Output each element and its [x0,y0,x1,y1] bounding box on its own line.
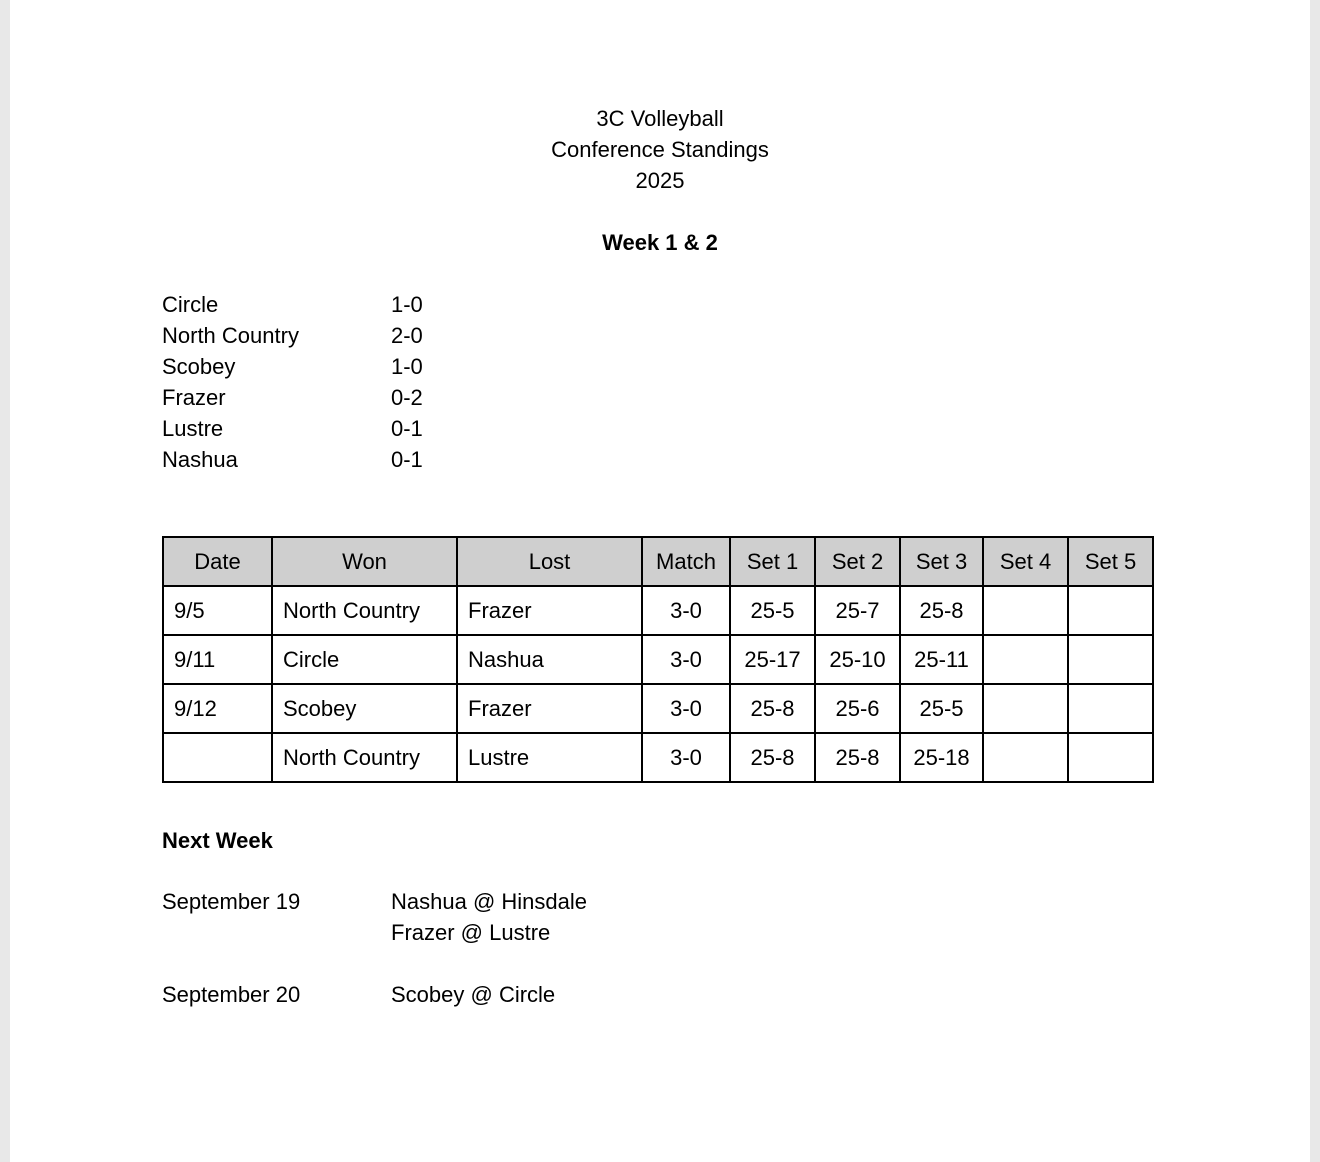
next-week-title: Next Week [162,828,273,853]
schedule-games [391,979,762,1010]
header-set2: Set 2 [815,537,900,586]
standings-list [162,289,462,475]
schedule-date: September 19 [162,889,301,914]
header-set5: Set 5 [1068,537,1153,586]
cell-set2: 25-6 [815,684,900,733]
standing-team: Scobey [162,354,236,379]
cell-won: Scobey [272,684,457,733]
cell-set3: 25-11 [900,635,983,684]
document-header [0,103,1320,196]
cell-won: Circle [272,635,457,684]
week-title: Week 1 & 2 [602,230,718,255]
cell-set2: 25-10 [815,635,900,684]
header-title: 3C Volleyball [596,106,724,131]
schedule-game: Scobey @ Circle [391,982,556,1007]
results-table [162,536,1154,783]
standing-row [162,289,462,320]
schedule-game: Frazer @ Lustre [391,920,551,945]
standing-team: Lustre [162,416,224,441]
schedule-day [162,979,762,1010]
header-set3: Set 3 [900,537,983,586]
cell-lost: Nashua [457,635,642,684]
cell-set4 [983,586,1068,635]
cell-set2: 25-7 [815,586,900,635]
schedule-date: September 20 [162,982,301,1007]
table-row [163,586,1153,635]
results-header-row [163,537,1153,586]
standing-record: 1-0 [391,292,423,317]
standing-record: 0-2 [391,385,423,410]
standing-record: 2-0 [391,323,423,348]
schedule-games [391,886,762,948]
cell-set2: 25-8 [815,733,900,782]
standing-record: 1-0 [391,354,423,379]
standing-team: Frazer [162,385,226,410]
cell-set4 [983,684,1068,733]
cell-date: 9/11 [163,635,272,684]
table-row [163,684,1153,733]
cell-set5 [1068,635,1153,684]
standing-row [162,413,462,444]
standing-team: Circle [162,292,219,317]
cell-set1: 25-17 [730,635,815,684]
cell-won: North Country [272,733,457,782]
table-row [163,635,1153,684]
cell-won: North Country [272,586,457,635]
cell-set3: 25-18 [900,733,983,782]
header-won: Won [272,537,457,586]
cell-date: 9/5 [163,586,272,635]
schedule-game: Nashua @ Hinsdale [391,889,587,914]
cell-set5 [1068,684,1153,733]
cell-lost: Frazer [457,684,642,733]
standing-record: 0-1 [391,416,423,441]
table-row [163,733,1153,782]
standing-record: 0-1 [391,447,423,472]
standing-row [162,444,462,475]
cell-set5 [1068,733,1153,782]
standing-row [162,382,462,413]
cell-set1: 25-5 [730,586,815,635]
cell-date: 9/12 [163,684,272,733]
cell-match: 3-0 [642,684,730,733]
standing-row [162,320,462,351]
schedule-day [162,886,762,948]
cell-lost: Frazer [457,586,642,635]
cell-date [163,733,272,782]
cell-set3: 25-8 [900,586,983,635]
cell-match: 3-0 [642,635,730,684]
header-subtitle: Conference Standings [551,137,769,162]
next-week-schedule [162,886,762,1041]
cell-set5 [1068,586,1153,635]
header-set1: Set 1 [730,537,815,586]
cell-set1: 25-8 [730,733,815,782]
header-match: Match [642,537,730,586]
header-lost: Lost [457,537,642,586]
cell-set4 [983,635,1068,684]
header-date: Date [163,537,272,586]
header-year: 2025 [635,168,685,193]
cell-set4 [983,733,1068,782]
header-set4: Set 4 [983,537,1068,586]
cell-match: 3-0 [642,733,730,782]
cell-match: 3-0 [642,586,730,635]
cell-set3: 25-5 [900,684,983,733]
standing-row [162,351,462,382]
cell-lost: Lustre [457,733,642,782]
cell-set1: 25-8 [730,684,815,733]
standing-team: Nashua [162,447,238,472]
standing-team: North Country [162,323,299,348]
